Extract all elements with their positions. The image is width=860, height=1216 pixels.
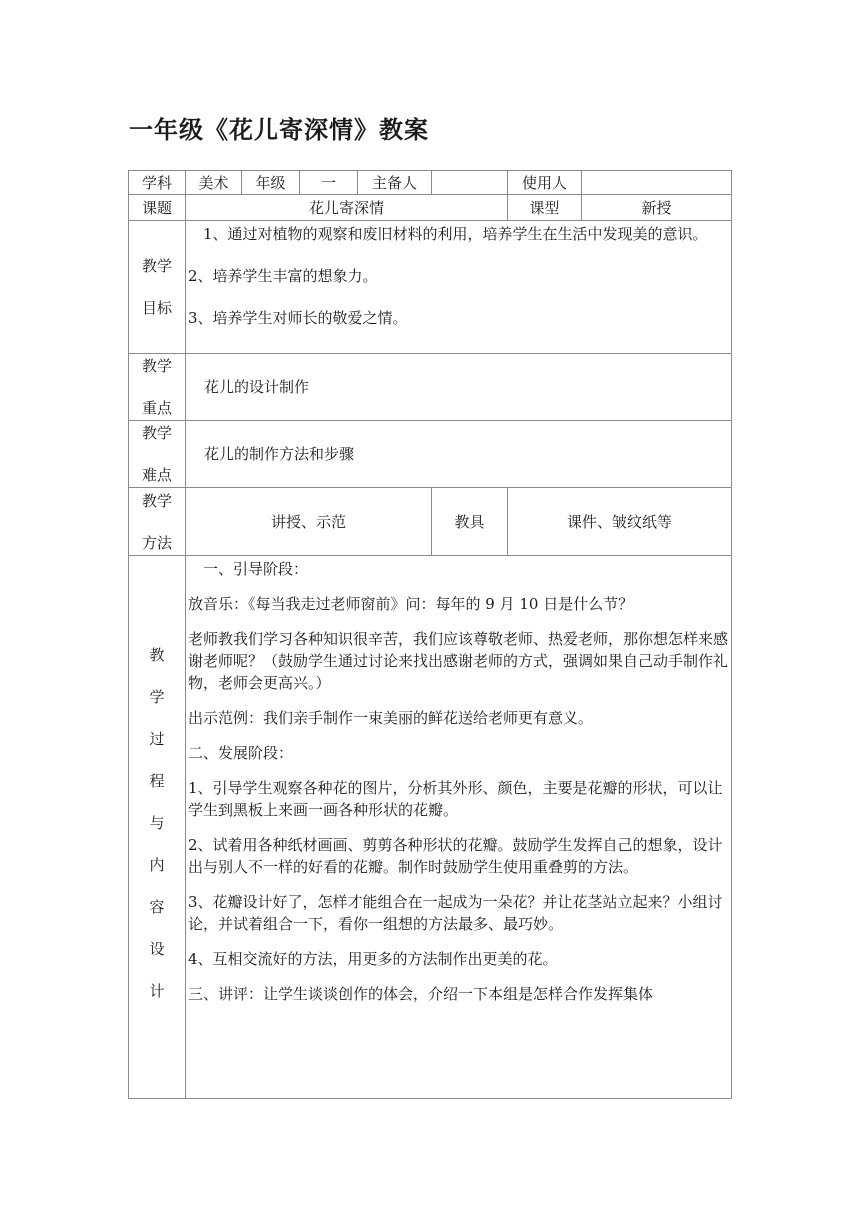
process-content <box>186 556 732 1099</box>
method-content: 讲授、示范 <box>186 488 432 556</box>
process-paragraph: 二、发展阶段： <box>188 744 294 762</box>
preparer-label: 主备人 <box>358 171 432 195</box>
subject-value: 美术 <box>186 171 242 195</box>
goals-label-1: 教学 <box>141 257 172 275</box>
process-label <box>129 556 186 1099</box>
process-label-char: 设 <box>149 940 165 958</box>
process-paragraph: 2、试着用各种纸材画画、剪剪各种形状的花瓣。鼓励学生发挥自己的想象，设计出与别人不一样的好看的花瓣。制作时鼓励学生使用重叠剪的方法。 <box>188 836 723 876</box>
process-label-char: 与 <box>149 814 165 832</box>
type-label: 课型 <box>508 195 582 221</box>
difficulty-content: 花儿的制作方法和步骤 <box>186 421 732 488</box>
process-label-char: 教 <box>149 646 165 664</box>
method-label <box>129 488 186 556</box>
process-label-char: 内 <box>149 856 165 874</box>
subject-label: 学科 <box>129 171 186 195</box>
goals-content <box>186 221 732 354</box>
topic-label: 课题 <box>129 195 186 221</box>
tools-value: 课件、皱纹纸等 <box>508 488 732 556</box>
process-label-char: 容 <box>149 898 165 916</box>
goals-label-2: 目标 <box>141 299 172 317</box>
process-paragraph: 三、讲评：让学生谈谈创作的体会，介绍一下本组是怎样合作发挥集体 <box>188 985 654 1003</box>
focus-label <box>129 354 186 421</box>
type-value: 新授 <box>582 195 732 221</box>
goal-item: 1、通过对植物的观察和废旧材料的利用，培养学生在生活中发现美的意识。 <box>203 225 708 243</box>
process-paragraph: 4、互相交流好的方法，用更多的方法制作出更美的花。 <box>188 950 558 968</box>
goals-label <box>129 221 186 354</box>
method-label-2: 方法 <box>141 533 172 552</box>
lesson-plan-table <box>128 170 732 1099</box>
document-title: 一年级《花儿寄深情》教案 <box>129 116 429 144</box>
difficulty-label <box>129 421 186 488</box>
process-paragraph: 放音乐：《每当我走过老师窗前》问：每年的 9 月 10 日是什么节？ <box>188 595 634 613</box>
process-paragraph: 老师教我们学习各种知识很辛苦，我们应该尊敬老师、热爱老师，那你想怎样来感谢老师呢？（鼓励学生通过讨论来找出感谢老师的方式，强调如果自己动手制作礼物，老师会更高兴。） <box>188 630 729 692</box>
tools-label: 教具 <box>432 488 508 556</box>
topic-value: 花儿寄深情 <box>186 195 508 221</box>
goal-item: 2、培养学生丰富的想象力。 <box>188 267 378 285</box>
process-label-char: 学 <box>149 688 165 706</box>
user-label: 使用人 <box>508 171 582 195</box>
preparer-value <box>432 171 508 195</box>
process-label-char: 程 <box>149 772 165 790</box>
process-paragraph: 1、引导学生观察各种花的图片，分析其外形、颜色，主要是花瓣的形状，可以让学生到黑板上来画一画各种形状的花瓣。 <box>188 779 723 819</box>
grade-label: 年级 <box>242 171 300 195</box>
focus-label-1: 教学 <box>141 357 172 375</box>
process-label-char: 计 <box>149 982 165 1000</box>
grade-value: 一 <box>300 171 358 195</box>
focus-content: 花儿的设计制作 <box>186 354 732 421</box>
process-label-char: 过 <box>149 730 165 748</box>
difficulty-label-1: 教学 <box>141 424 172 442</box>
user-value <box>582 171 732 195</box>
process-paragraph: 出示范例：我们亲手制作一束美丽的鲜花送给老师更有意义。 <box>188 709 594 727</box>
process-paragraph: 一、引导阶段： <box>188 560 309 578</box>
goal-item: 3、培养学生对师长的敬爱之情。 <box>188 309 408 327</box>
method-label-1: 教学 <box>141 491 172 510</box>
difficulty-label-2: 难点 <box>141 466 172 484</box>
focus-label-2: 重点 <box>141 399 172 417</box>
process-paragraph: 3、花瓣设计好了，怎样才能组合在一起成为一朵花？并让花茎站立起来？小组讨论，并试着组合一下，看你一组想的方法最多、最巧妙。 <box>188 893 723 933</box>
